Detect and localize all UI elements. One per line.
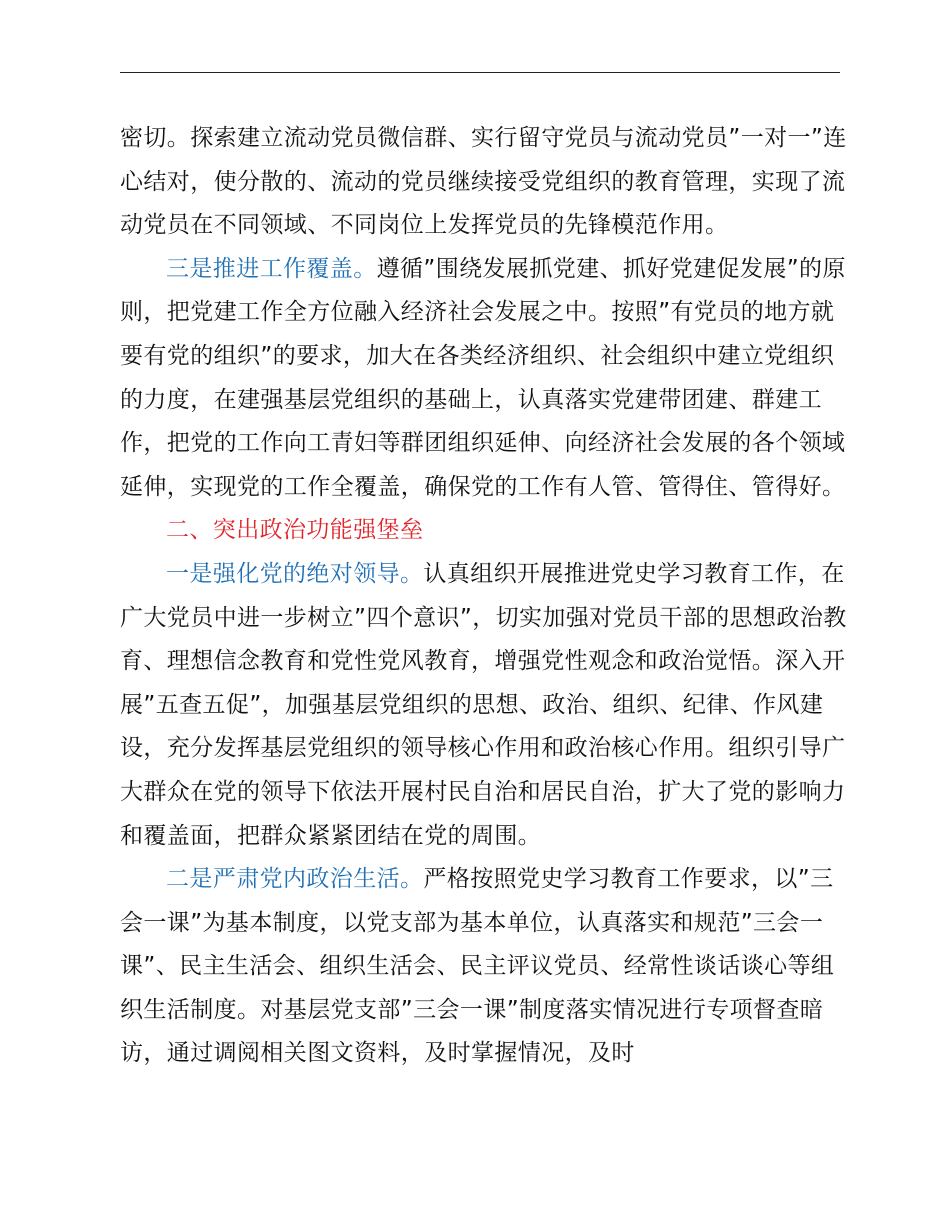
paragraph-lead: 三是推进工作覆盖。	[166, 255, 377, 282]
section-heading: 二、突出政治功能强堡垒	[166, 517, 424, 544]
header-rule	[120, 72, 840, 73]
paragraph-body: 遵循”围绕发展抓党建、抓好党建促发展”的原则，把党建工作全方位融入经济社会发展之中。按照”有党员的地方就要有党的组织”的要求，加大在各类经济组织、社会组织中建立党组织的力度，在建强基层党组织的基础上，认真落实党建带团建、群建工作，把党的工作向工青妇等群团组织延伸、向经济社会发展的各个领域延伸，实现党的工作全覆盖，确保党的工作有人管、管得住、管得好。	[120, 255, 846, 500]
paragraph-body: 认真组织开展推进党史学习教育工作，在广大党员中进一步树立”四个意识”，切实加强对党员干部的思想政治教育、理想信念教育和党性党风教育，增强党性观念和政治觉悟。深入开展”五查五促”，加强基层党组织的思想、政治、组织、纪律、作风建设，充分发挥基层党组织的领导核心作用和政治核心作用。组织引导广大群众在党的领导下依法开展村民自治和居民自治，扩大了党的影响力和覆盖面，把群众紧紧团结在党的周围。	[120, 560, 847, 849]
document-body	[120, 117, 850, 1076]
continuation-paragraph: 密切。探索建立流动党员微信群、实行留守党员与流动党员”一对一”连心结对，使分散的、流动的党员继续接受党组织的教育管理，实现了流动党员在不同领域、不同岗位上发挥党员的先锋模范作用。	[120, 125, 847, 239]
paragraph-political-life	[120, 858, 850, 1076]
paragraph-body: 严格按照党史学习教育工作要求，以”三会一课”为基本制度，以党支部为基本单位，认真落实和规范”三会一课”、民主生活会、组织生活会、民主评议党员、经常性谈话谈心等组织生活制度。对基层党支部”三会一课”制度落实情况进行专项督查暗访，通过调阅相关图文资料，及时掌握情况，及时	[120, 866, 835, 1067]
paragraph-lead: 二是严肃党内政治生活。	[166, 866, 424, 893]
paragraph-party-leadership	[120, 553, 850, 858]
paragraph-work-coverage	[120, 248, 850, 510]
paragraph-lead: 一是强化党的绝对领导。	[166, 560, 424, 587]
